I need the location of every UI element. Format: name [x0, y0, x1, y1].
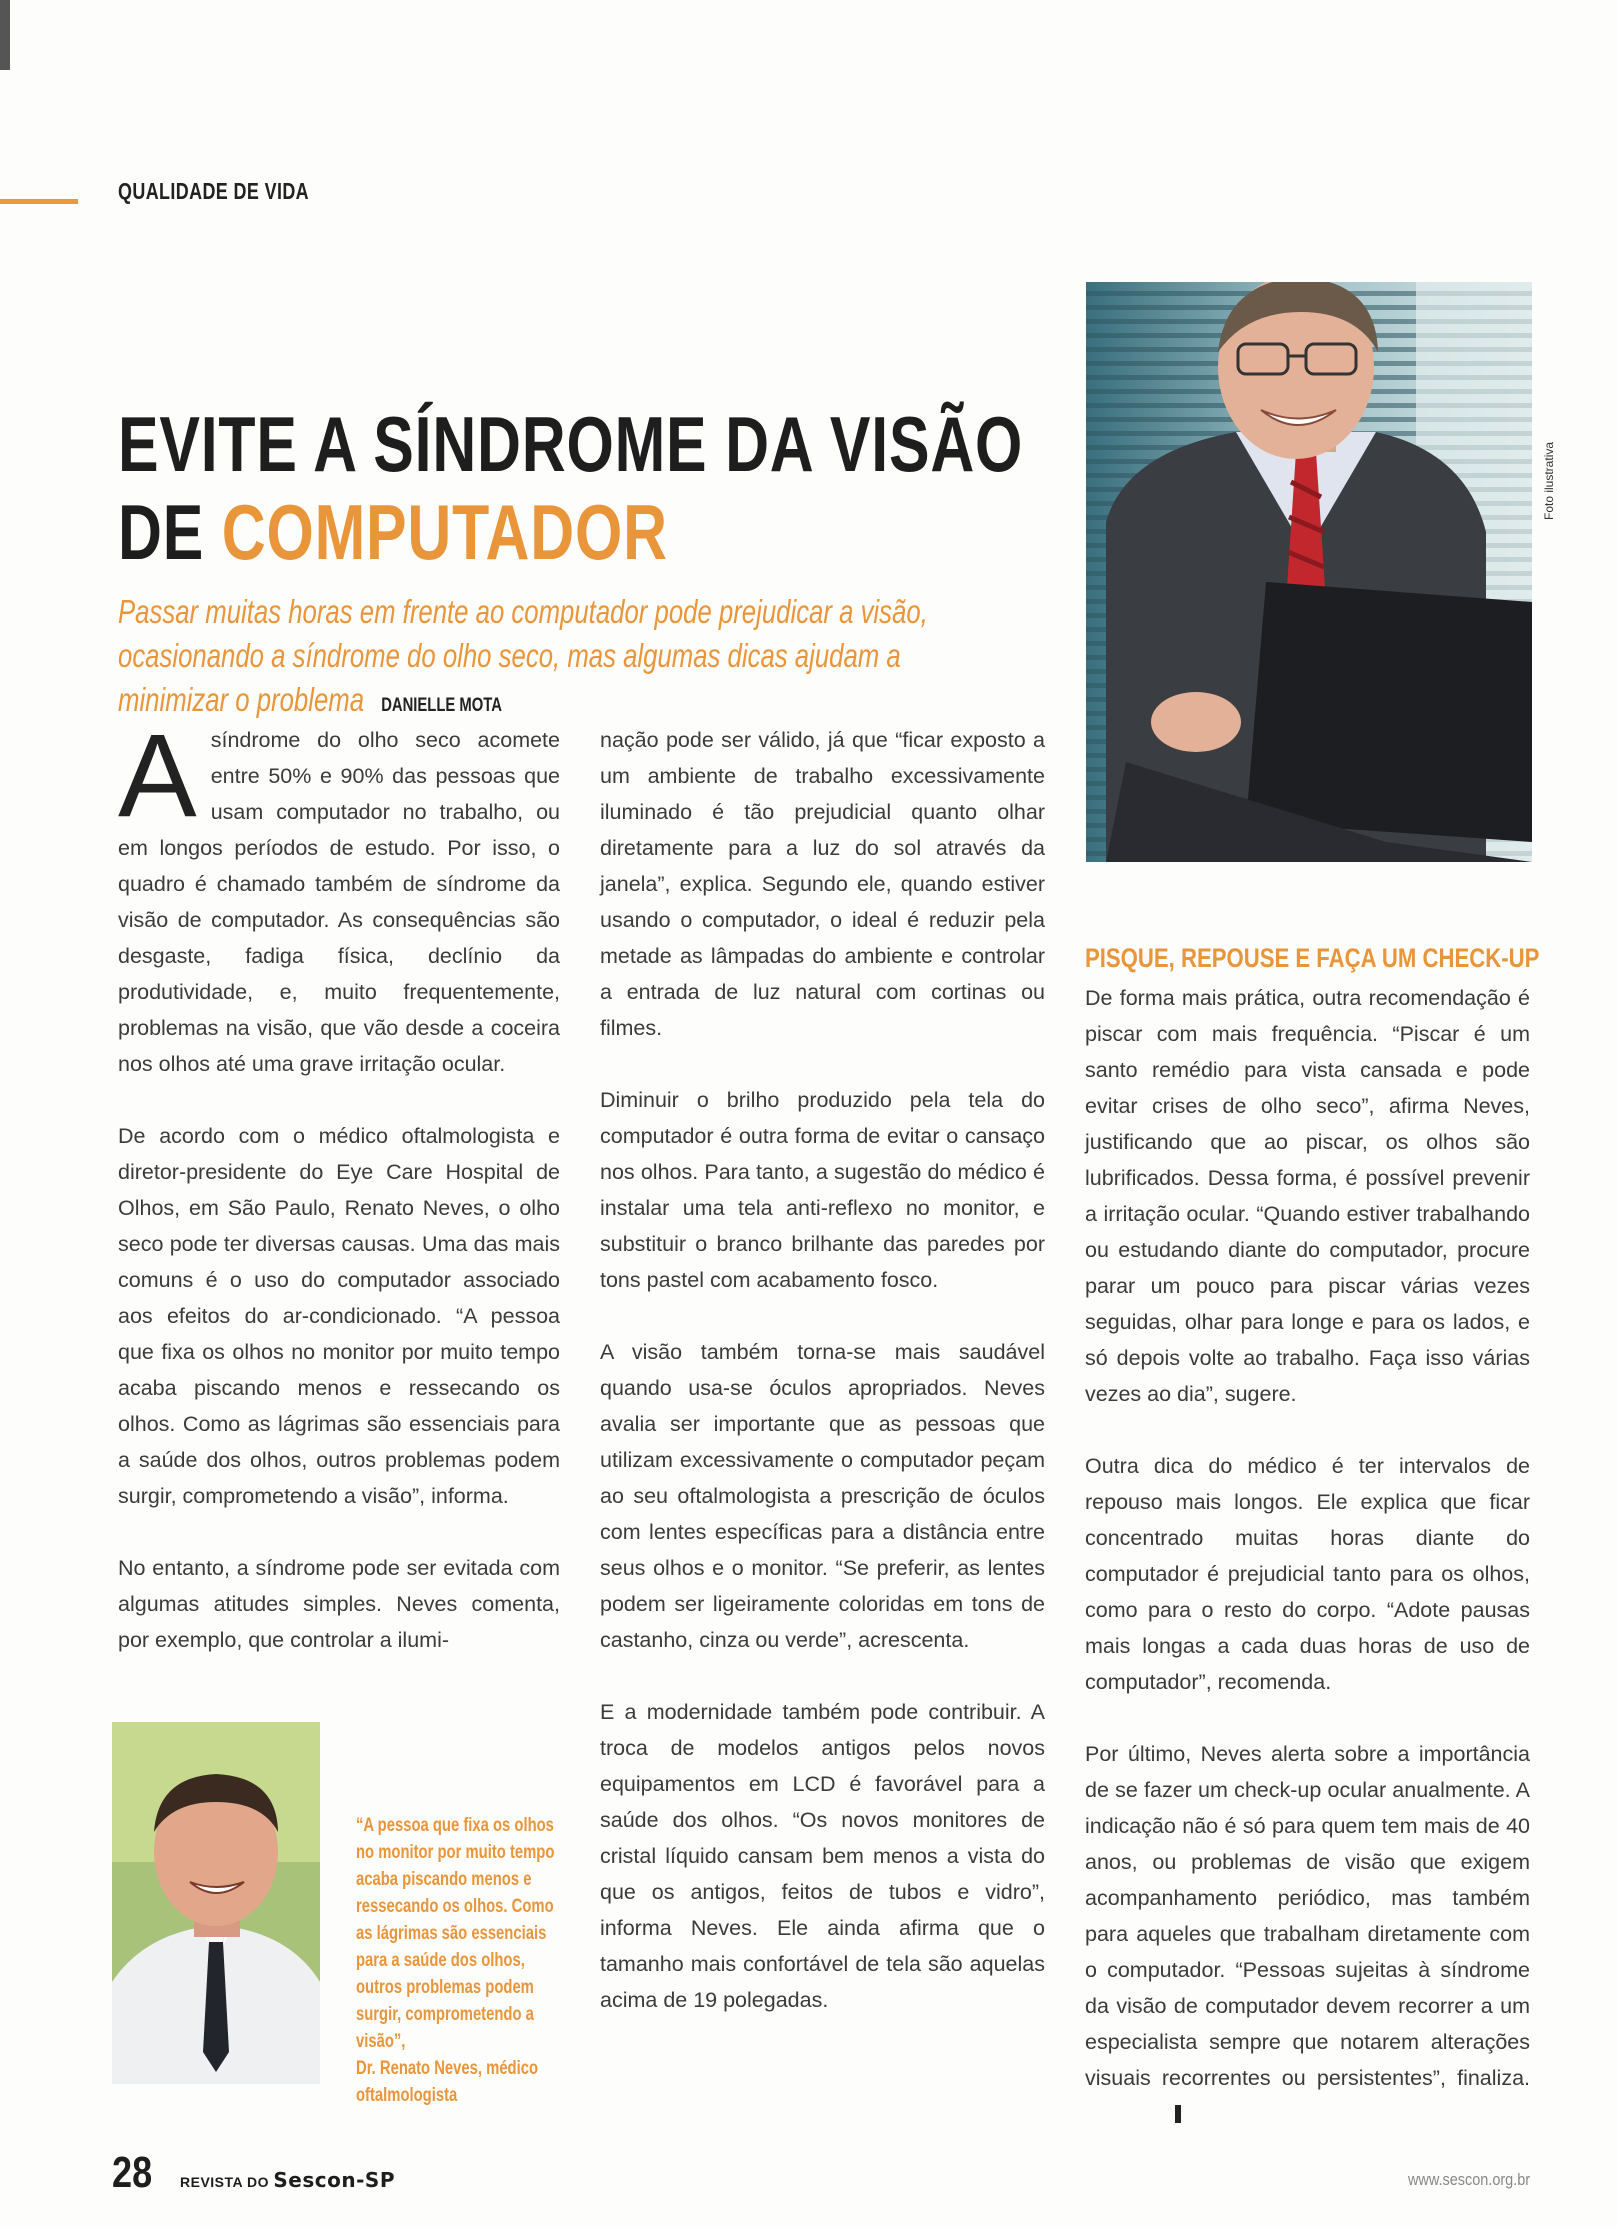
page-number: 28	[112, 2148, 153, 2197]
paragraph-text: Por último, Neves alerta sobre a importância de se fazer um check-up ocular anualmente. A indicação não é só para quem tem mais de 40 anos, ou problemas de visão que exigem acompanhamento periódico, mas também para aqueles que trabalham diretamente com o computador. “Pessoas sujeitas à síndrome da visão de computador devem recorrer a um especialista sempre que notarem alterações visuais recorrentes ou persistentes”, finaliza.	[1085, 1742, 1530, 2090]
article-column-2	[600, 722, 1045, 2054]
doctor-photo	[112, 1722, 320, 2084]
paragraph: De acordo com o médico oftalmologista e diretor-presidente do Eye Care Hospital de Olhos, em São Paulo, Renato Neves, o olho seco pode ter diversas causas. Uma das mais comuns é o uso do computador associado aos efeitos do ar-condicionado. “A pessoa que fixa os olhos no monitor por muito tempo acaba piscando menos e ressecando os olhos. Como as lágrimas são essenciais para a saúde dos olhos, outros problemas podem surgir, comprometendo a visão”, informa.	[118, 1124, 560, 1508]
businessman-laptop-image	[1086, 282, 1532, 862]
headline-line-2	[118, 488, 859, 576]
byline: DANIELLE MOTA	[381, 695, 502, 716]
deck-text: Passar muitas horas em frente ao computador pode prejudicar a visão, ocasionando a síndrome do olho seco, mas algumas dicas ajudam a minimizar o problema	[118, 593, 928, 718]
pull-quote	[356, 1812, 559, 2109]
paragraph: E a modernidade também pode contribuir. A troca de modelos antigos pelos novos equipamentos em LCD é favorável para a saúde dos olhos. “Os novos monitores de cristal líquido cansam bem menos a vista do que os antigos, feitos de tubos e vidro”, informa Neves. Ele ainda afirma que o tamanho mais confortável de tela são aquelas acima de 19 polegadas.	[600, 1700, 1045, 2012]
magazine-prefix: REVISTA DO	[180, 2174, 274, 2190]
headline-line-1: EVITE A SÍNDROME DA VISÃO	[118, 400, 1024, 488]
article-column-1	[118, 710, 560, 1694]
deck	[118, 590, 1007, 728]
paragraph: No entanto, a síndrome pode ser evitada com algumas atitudes simples. Neves comenta, por exemplo, que controlar a ilumi-	[118, 1556, 560, 1652]
paragraph: A visão também torna-se mais saudável quando usa-se óculos apropriados. Neves avalia ser importante que as pessoas que utilizam excessivamente o computador peçam ao seu oftalmologista a prescrição de óculos com lentes específicas para a distância entre seus olhos e o monitor. “Se preferir, as lentes podem ser ligeiramente coloridas em tons de castanho, cinza ou verde”, acrescenta.	[600, 1340, 1045, 1652]
paragraph: nação pode ser válido, já que “ficar exposto a um ambiente de trabalho excessivamente iluminado é tão prejudicial quanto olhar diretamente para a luz do sol através da janela”, explica. Segundo ele, quando estiver usando o computador, o ideal é reduzir pela metade as lâmpadas do ambiente e controlar a entrada de luz natural com cortinas ou filmes.	[600, 728, 1045, 1040]
website-url[interactable]: www.sescon.org.br	[1408, 2170, 1531, 2189]
page-edge-bar	[0, 0, 10, 70]
paragraph: Outra dica do médico é ter intervalos de repouso mais longos. Ele explica que ficar concentrado muitas horas diante do computador é prejudicial tanto para os olhos, como para o resto do corpo. “Adote pausas mais longas a cada duas horas de uso de computador”, recomenda.	[1085, 1454, 1530, 1694]
paragraph	[118, 710, 560, 1082]
magazine-brand: Sescon-SP	[273, 2168, 395, 2192]
headline	[118, 400, 1024, 576]
doctor-portrait-image	[112, 1722, 320, 2084]
paragraph: Diminuir o brilho produzido pela tela do computador é outra forma de evitar o cansaço nos olhos. Para tanto, a sugestão do médico é instalar uma tela anti-reflexo no monitor, e substituir o branco brilhante das paredes por tons pastel com acabamento fosco.	[600, 1088, 1045, 1292]
section-accent-line	[0, 199, 78, 204]
paragraph: De forma mais prática, outra recomendação é piscar com mais frequência. “Piscar é um santo remédio para vista cansada e pode evitar crises de olho seco”, afirma Neves, justificando que ao piscar, os olhos são lubrificados. Dessa forma, é possível prevenir a irritação ocular. “Quando estiver trabalhando ou estudando diante do computador, procure parar um pouco para piscar várias vezes seguidas, olhar para longe e para os lados, e só depois volte ao trabalho. Faça isso várias vezes ao dia”, sugere.	[1085, 986, 1530, 1406]
section-label: QUALIDADE DE VIDA	[118, 178, 310, 204]
subheading: PISQUE, REPOUSE E FAÇA UM CHECK-UP	[1085, 943, 1540, 973]
pull-quote-text: “A pessoa que fixa os olhos no monitor por muito tempo acaba piscando menos e ressecando os olhos. Como as lágrimas são essenciais para a saúde dos olhos, outros problemas podem surgir, comprometendo a visão”,	[356, 1815, 555, 2052]
end-of-article-mark	[1175, 2105, 1181, 2123]
dropcap: A	[118, 710, 197, 842]
photo-credit: Foto ilustrativa	[1542, 441, 1556, 520]
article-column-3	[1085, 940, 1540, 2168]
paragraph	[1085, 1736, 1530, 2132]
headline-prefix: DE	[118, 488, 222, 576]
magazine-name	[180, 2168, 395, 2192]
paragraph-text: síndrome do olho seco acomete entre 50% e 90% das pessoas que usam computador no trabalho, ou em longos períodos de estudo. Por isso, o quadro é chamado também de síndrome da visão de computador. As consequências são desgaste, fadiga física, declínio da produtividade, e, muito frequentemente, problemas na visão, que vão desde a coceira nos olhos até uma grave irritação ocular.	[118, 728, 560, 1076]
headline-accent: COMPUTADOR	[221, 488, 668, 576]
pull-quote-attribution: Dr. Renato Neves, médico oftalmologista	[356, 2058, 539, 2106]
main-photo	[1086, 282, 1532, 862]
